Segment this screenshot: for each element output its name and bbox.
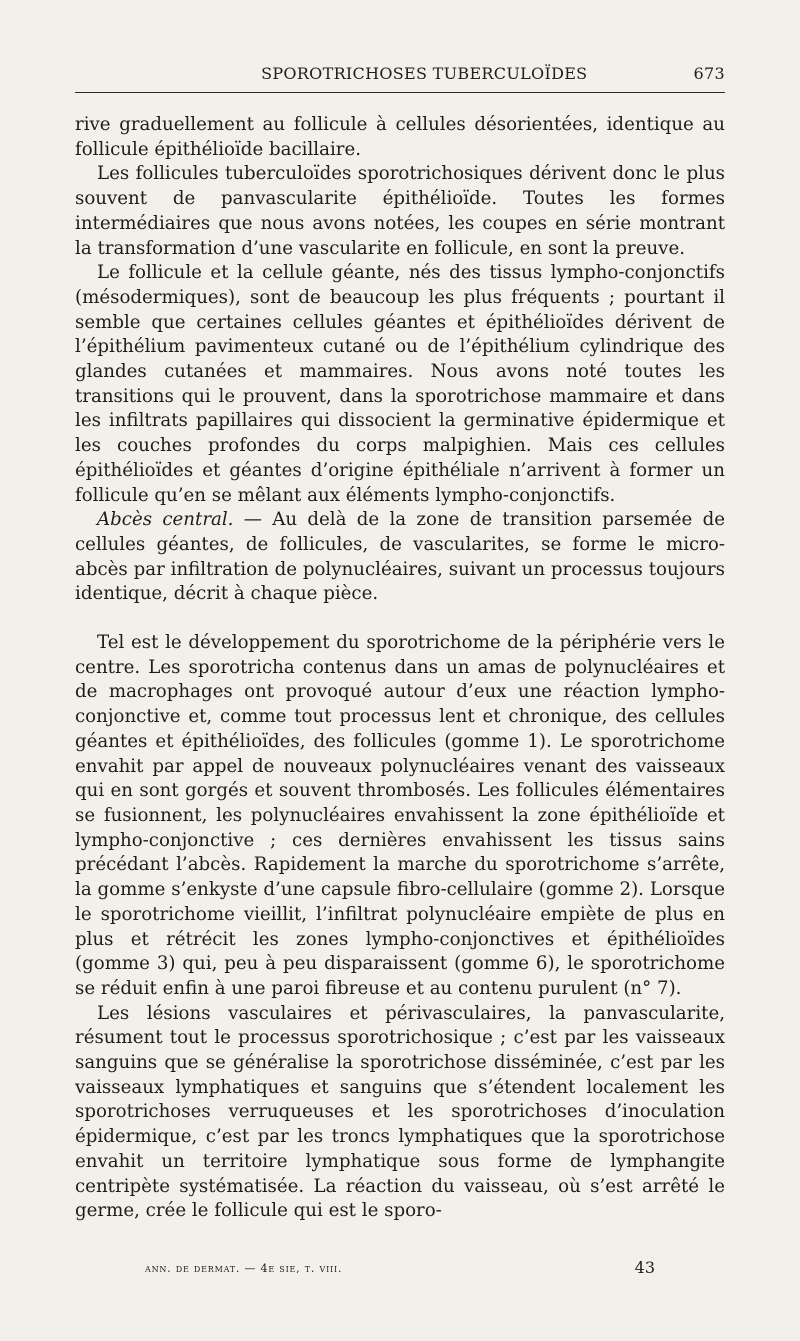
- paragraph-text: — Au delà de la zone de transition parsemée de cellules géantes, de follicules, de vascularites, se forme le micro-abcès par infiltration de polynucléaires, suivant un processus toujours identique, décrit à chaque pièce.: [75, 509, 725, 605]
- paragraph: Le follicule et la cellule géante, nés des tissus lympho-conjonctifs (mésodermiques), sont de beaucoup les plus fréquents ; pourtant il semble que certaines cellules géantes et épithélioïdes dérivent de l’épithélium pavimenteux cutané ou de l’épithélium cylindrique des glandes cutanées et mammaires. Nous avons noté toutes les transitions qui le prouvent, dans la sporotrichose mammaire et dans les infiltrats papillaires qui dissocient la germinative épidermique et les couches profondes du corps malpighien. Mais ces cellules épithélioïdes et géantes d’origine épithéliale n’arrivent à former un follicule qu’en se mêlant aux éléments lympho-conjonctifs.: [75, 262, 725, 506]
- signature-mark: 43: [634, 1258, 655, 1277]
- footer: [145, 1258, 655, 1277]
- footer-citation: ann. de dermat. — 4e sie, t. viii.: [145, 1262, 343, 1275]
- paragraph: rive graduellement au follicule à cellules désorientées, identique au follicule épithélioïde bacillaire.: [75, 114, 725, 160]
- paragraph: Les lésions vasculaires et périvasculaires, la panvascularite, résument tout le processus sporotrichosique ; c’est par les vaisseaux sanguins que se généralise la sporotrichose disséminée, c’est par les vaisseaux lymphatiques et sanguins que s’étendent localement les sporotrichoses verruqueuses et les sporotrichoses d’inoculation épidermique, c’est par les troncs lymphatiques que la sporotrichose envahit un territoire lymphatique sous forme de lymphangite centripète systématisée. La réaction du vaisseau, où s’est arrêté le germe, crée le follicule qui est le sporo-: [75, 1002, 725, 1222]
- page-number: 673: [693, 64, 725, 83]
- body-text: [75, 113, 725, 1224]
- paragraph: Les follicules tuberculoïdes sporotrichosiques dérivent donc le plus souvent de panvascularite épithélioïde. Toutes les formes intermédiaires que nous avons notées, les coupes en série montrant la transformation d’une vascularite en follicule, en sont la preuve.: [75, 163, 725, 259]
- page: [75, 64, 725, 1224]
- section-heading: Abcès central.: [97, 509, 234, 531]
- paragraph: Tel est le développement du sporotrichome de la périphérie vers le centre. Les sporotricha contenus dans un amas de polynucléaires et de macrophages ont provoqué autour d’eux une réaction lympho-conjonctive et, comme tout processus lent et chronique, des cellules géantes et épithélioïdes, des follicules (gomme 1). Le sporotrichome envahit par appel de nouveaux polynucléaires venant des vaisseaux qui en sont gorgés et souvent thrombosés. Les follicules élémentaires se fusionnent, les polynucléaires envahissent la zone épithélioïde et lympho-conjonctive ; ces dernières envahissent les tissus sains précédant l’abcès. Rapidement la marche du sporotrichome s’arrête, la gomme s’enkyste d’une capsule fibro-cellulaire (gomme 2). Lorsque le sporotrichome vieillit, l’infiltrat polynucléaire empiète de plus en plus et rétrécit les zones lympho-conjonctives et épithélioïdes (gomme 3) qui, peu à peu disparaissent (gomme 6), le sporotrichome se réduit enfin à une paroi fibreuse et au contenu purulent (n° 7).: [75, 632, 725, 999]
- running-header: [75, 64, 725, 93]
- running-title: SPOROTRICHOSES TUBERCULOÏDES: [261, 64, 588, 83]
- paragraph: [75, 508, 725, 607]
